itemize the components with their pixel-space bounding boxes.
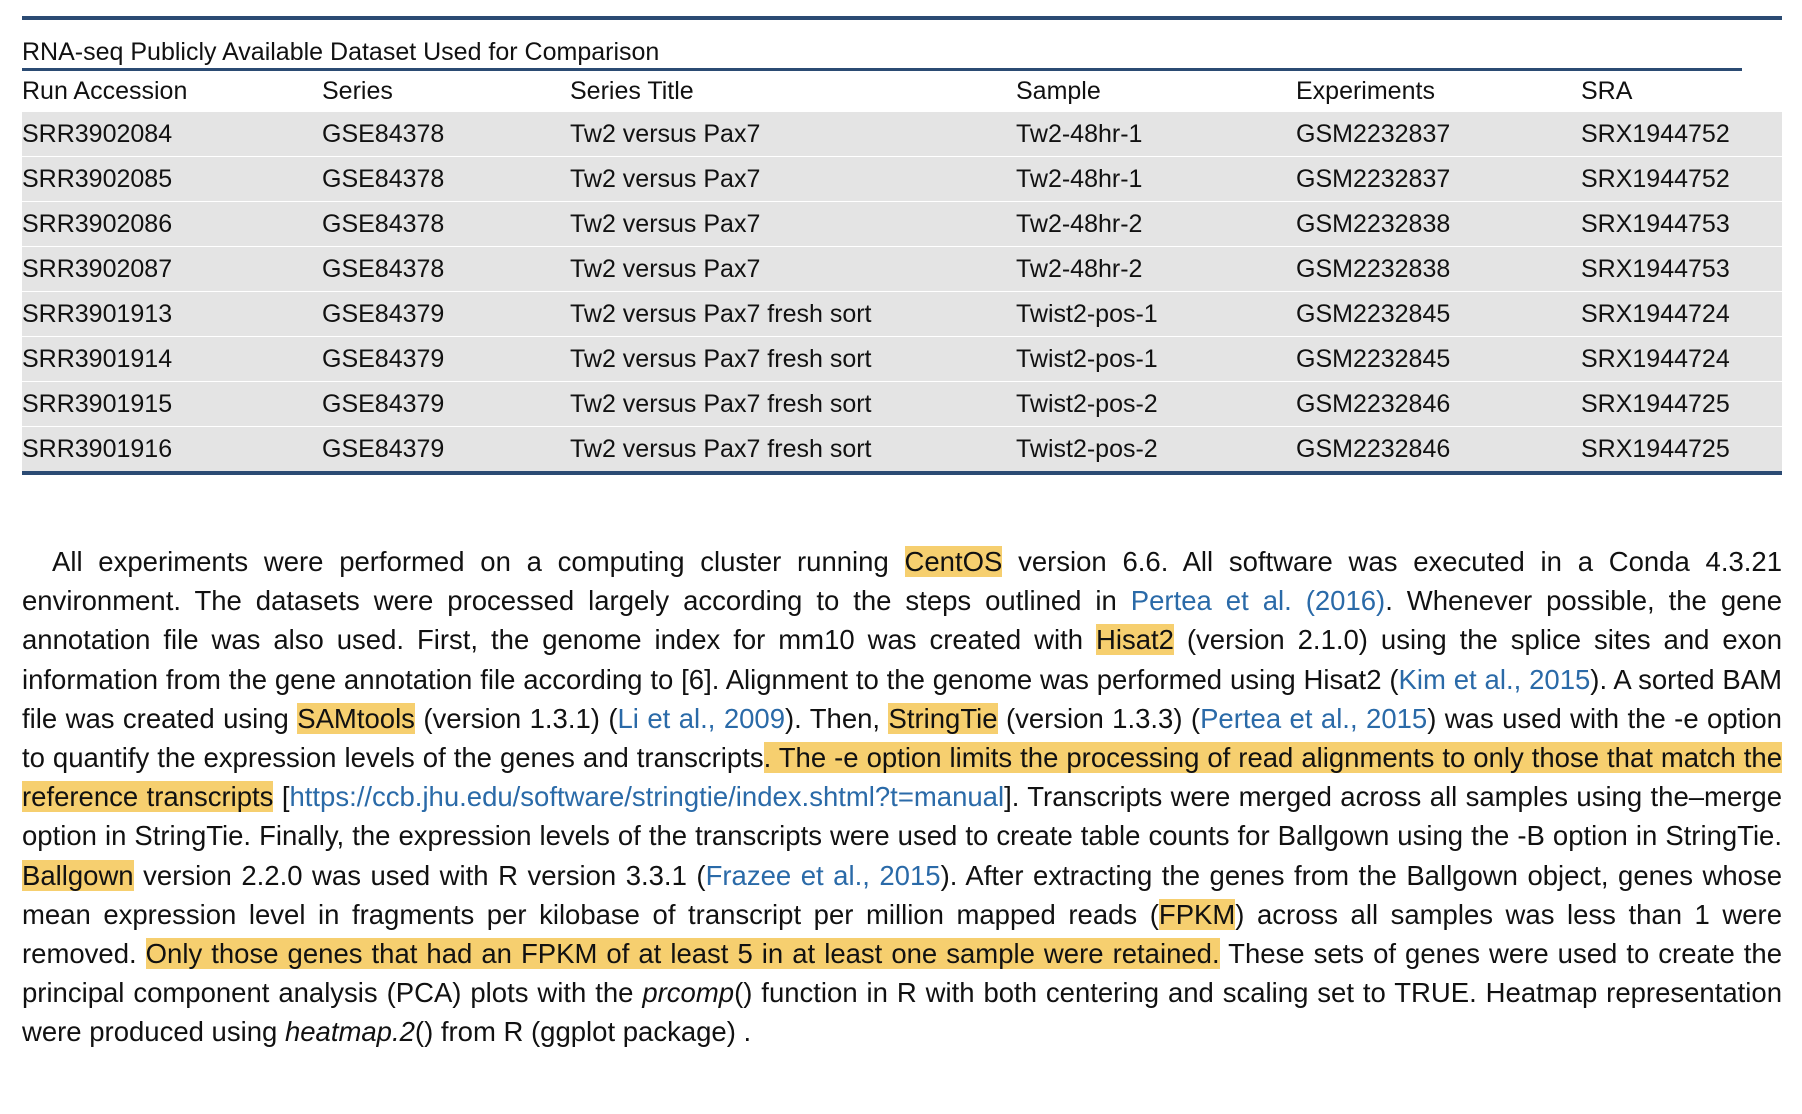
table-cell: GSM2232837 bbox=[1296, 157, 1581, 202]
highlighted-text: FPKM bbox=[1158, 898, 1236, 930]
table-cell: Tw2 versus Pax7 bbox=[570, 202, 1016, 247]
text-run: ). A sorted BAM file was created using bbox=[22, 663, 1783, 734]
table-cell: Tw2 versus Pax7 bbox=[570, 157, 1016, 202]
table-cell: GSE84379 bbox=[322, 292, 570, 337]
text-run: () from R (ggplot package) . bbox=[414, 1016, 752, 1048]
table-cell: SRX1944724 bbox=[1581, 292, 1782, 337]
table-cell: GSM2232838 bbox=[1296, 247, 1581, 292]
text-run: These sets of genes were used to create the principal component analysis (PCA) plots with the bbox=[22, 938, 1782, 1009]
table-row bbox=[22, 337, 1782, 382]
highlighted-text: SAMtools bbox=[297, 702, 415, 734]
column-header: Sample bbox=[1016, 71, 1296, 112]
table-cell: SRX1944753 bbox=[1581, 202, 1782, 247]
table-cell: SRR3902087 bbox=[22, 247, 322, 292]
table-cell: GSE84378 bbox=[322, 202, 570, 247]
text-run: ) across all samples was less than 1 were removed. bbox=[22, 898, 1783, 970]
text-run: version 6.6. All software was executed in a Conda 4.3.21 environment. The datasets were processed largely according to the steps outlined in bbox=[22, 546, 1782, 617]
table-cell: GSE84378 bbox=[322, 157, 570, 202]
table-cell: Tw2-48hr-1 bbox=[1016, 112, 1296, 157]
column-header: Series Title bbox=[570, 71, 1016, 112]
table-row bbox=[22, 202, 1782, 247]
table-row bbox=[22, 427, 1782, 474]
table-cell: Twist2-pos-2 bbox=[1016, 427, 1296, 474]
reference-link[interactable]: Kim et al., 2015 bbox=[1398, 663, 1591, 695]
table-cell: SRR3902086 bbox=[22, 202, 322, 247]
text-run: ]. Transcripts were merged across all samples using the–merge option in StringTie. Finally, the expression levels of the transcripts were used to create table counts for Ballgown using the -B option in StringTie. bbox=[22, 781, 1783, 852]
table-cell: GSM2232845 bbox=[1296, 337, 1581, 382]
reference-link[interactable]: Pertea et al. (2016) bbox=[1130, 585, 1386, 617]
table-cell: SRX1944725 bbox=[1581, 382, 1782, 427]
text-run: (version 1.3.1) ( bbox=[414, 702, 618, 734]
table-cell: GSE84379 bbox=[322, 337, 570, 382]
table-cell: Tw2-48hr-1 bbox=[1016, 157, 1296, 202]
table-cell: SRR3902084 bbox=[22, 112, 322, 157]
highlighted-text: Only those genes that had an FPKM of at least 5 in at least one sample were retained. bbox=[145, 938, 1220, 970]
table-cell: Twist2-pos-1 bbox=[1016, 337, 1296, 382]
methods-text bbox=[22, 542, 1782, 1052]
table-row bbox=[22, 247, 1782, 292]
table-cell: GSM2232846 bbox=[1296, 427, 1581, 474]
table-cell: SRX1944752 bbox=[1581, 157, 1782, 202]
table-cell: SRX1944752 bbox=[1581, 112, 1782, 157]
text-run: All experiments were performed on a computing cluster running bbox=[52, 546, 905, 577]
text-run: ). Then, bbox=[785, 702, 889, 734]
table-cell: SRR3902085 bbox=[22, 157, 322, 202]
highlighted-text: Ballgown bbox=[22, 859, 134, 891]
reference-link[interactable]: https://ccb.jhu.edu/software/stringtie/index.shtml?t=manual bbox=[289, 781, 1005, 813]
table-cell: Tw2 versus Pax7 bbox=[570, 247, 1016, 292]
table-row bbox=[22, 382, 1782, 427]
highlighted-text: . The -e option limits the processing of read alignments to only those that match the reference transcripts bbox=[22, 742, 1782, 813]
table-cell: GSM2232838 bbox=[1296, 202, 1581, 247]
column-header: Experiments bbox=[1296, 71, 1581, 112]
table-cell: SRR3901914 bbox=[22, 337, 322, 382]
table-cell: GSM2232846 bbox=[1296, 382, 1581, 427]
table-cell: Tw2 versus Pax7 fresh sort bbox=[570, 427, 1016, 474]
text-run: ). After extracting the genes from the Ballgown object, genes whose mean expression level in fragments per kilobase of transcript per million mapped reads ( bbox=[22, 859, 1782, 930]
dataset-table bbox=[22, 71, 1782, 475]
text-run: [ bbox=[273, 781, 290, 813]
reference-link[interactable]: Pertea et al., 2015 bbox=[1200, 702, 1428, 734]
table-cell: SRR3901913 bbox=[22, 292, 322, 337]
table-cell: Tw2 versus Pax7 fresh sort bbox=[570, 382, 1016, 427]
table-cell: GSM2232845 bbox=[1296, 292, 1581, 337]
table-cell: Tw2-48hr-2 bbox=[1016, 247, 1296, 292]
text-run: ) was used with the -e option to quantify the expression levels of the genes and transcripts bbox=[22, 702, 1782, 774]
reference-link[interactable]: Frazee et al., 2015 bbox=[705, 859, 941, 891]
column-header: Run Accession bbox=[22, 71, 322, 112]
text-run: version 2.2.0 was used with R version 3.3.1 ( bbox=[133, 859, 706, 891]
table-header-row bbox=[22, 71, 1782, 112]
text-run: . Whenever possible, the gene annotation file was also used. First, the genome index for mm10 was created with bbox=[22, 585, 1782, 656]
text-run: () function in R with both centering and scaling set to TRUE. Heatmap representation were produced using bbox=[22, 977, 1782, 1048]
table-row bbox=[22, 157, 1782, 202]
table-cell: SRX1944724 bbox=[1581, 337, 1782, 382]
table-cell: Tw2 versus Pax7 fresh sort bbox=[570, 292, 1016, 337]
table-row bbox=[22, 112, 1782, 157]
table-body bbox=[22, 112, 1782, 474]
table-cell: Tw2-48hr-2 bbox=[1016, 202, 1296, 247]
table-cell: SRR3901915 bbox=[22, 382, 322, 427]
table-cell: GSE84378 bbox=[322, 112, 570, 157]
table-cell: SRX1944753 bbox=[1581, 247, 1782, 292]
reference-link[interactable]: Li et al., 2009 bbox=[617, 702, 785, 734]
highlighted-text: CentOS bbox=[904, 546, 1003, 577]
function-name: prcomp bbox=[642, 977, 735, 1009]
table-cell: Twist2-pos-1 bbox=[1016, 292, 1296, 337]
table-cell: GSE84379 bbox=[322, 427, 570, 474]
function-name: heatmap.2 bbox=[284, 1016, 415, 1048]
table-cell: SRX1944725 bbox=[1581, 427, 1782, 474]
table-cell: GSM2232837 bbox=[1296, 112, 1581, 157]
text-run: (version 1.3.3) ( bbox=[997, 702, 1201, 734]
table-row bbox=[22, 292, 1782, 337]
highlighted-text: Hisat2 bbox=[1095, 624, 1174, 656]
table-cell: Twist2-pos-2 bbox=[1016, 382, 1296, 427]
column-header: Series bbox=[322, 71, 570, 112]
text-run: (version 2.1.0) using the splice sites and exon information from the gene annotation file according to [6]. Alignment to the genome was performed using Hisat2 ( bbox=[22, 624, 1782, 695]
table-caption: RNA-seq Publicly Available Dataset Used for Comparison bbox=[22, 20, 1742, 71]
table-cell: SRR3901916 bbox=[22, 427, 322, 474]
table-cell: Tw2 versus Pax7 fresh sort bbox=[570, 337, 1016, 382]
table-cell: Tw2 versus Pax7 bbox=[570, 112, 1016, 157]
table-cell: GSE84379 bbox=[322, 382, 570, 427]
methods-paragraph bbox=[22, 542, 1782, 1052]
column-header: SRA bbox=[1581, 71, 1782, 112]
table-cell: GSE84378 bbox=[322, 247, 570, 292]
dataset-table-block bbox=[22, 16, 1782, 475]
highlighted-text: StringTie bbox=[888, 702, 998, 734]
